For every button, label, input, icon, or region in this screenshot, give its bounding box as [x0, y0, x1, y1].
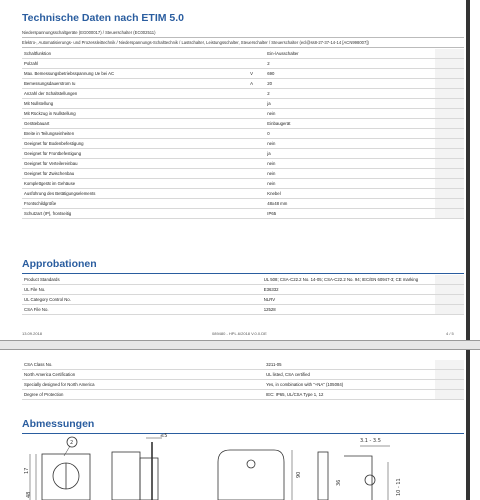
spec-label: UL Category Control No. — [22, 295, 235, 305]
spec-label: Schutzart (IP), frontseitig — [22, 209, 238, 219]
spec-unit — [238, 99, 265, 109]
spec-row — [22, 99, 464, 109]
spec-value: Einbaugerät — [265, 119, 435, 129]
housing-outline — [218, 450, 284, 500]
spec-unit — [235, 285, 262, 295]
spec-margin — [435, 169, 464, 179]
spec-value: nein — [265, 169, 435, 179]
spec-unit — [238, 59, 265, 69]
spec-unit — [237, 390, 264, 400]
spec-value: IEC: IP65, UL/CSA Type 1, 12 — [264, 390, 435, 400]
spec-margin — [435, 149, 464, 159]
spec-margin — [435, 99, 464, 109]
spec-value: 12528 — [262, 305, 435, 315]
spec-unit — [238, 109, 265, 119]
spec-value: Ein-/Ausschalter — [265, 49, 435, 59]
dim-36: 36 — [336, 479, 342, 486]
footer-document-id: 089480 - HPL.6/2018 V.0.0.DE — [212, 331, 267, 336]
spec-value: UL 508; CSA-C22.2 No. 14-05; CSA-C22.2 No. 94; IEC/EN 60947-3; CE marking — [262, 275, 435, 285]
spec-label: Anzahl der Schaltstellungen — [22, 89, 238, 99]
spec-value: 0 — [265, 129, 435, 139]
spec-value: UL listed, CSA certified — [264, 370, 435, 380]
spec-row — [22, 285, 464, 295]
spec-row — [22, 199, 464, 209]
spec-label: Geeignet für Frontbefestigung — [22, 149, 238, 159]
dim-17: 17 — [24, 467, 30, 474]
spec-margin — [435, 49, 464, 59]
etim-class-line: Niederspannungsschaltgeräte (EG000017) / Steuerschalter (EC002511) — [22, 30, 156, 35]
spec-row — [22, 159, 464, 169]
spec-margin — [435, 189, 464, 199]
spec-margin — [435, 380, 464, 390]
spec-label: Max. Bemessungsbetriebsspannung Ue bei AC — [22, 69, 238, 79]
spec-value: nein — [265, 109, 435, 119]
spec-row — [22, 109, 464, 119]
spec-value: 3211-05 — [264, 360, 435, 370]
dim-48: 48 — [26, 491, 32, 498]
dim-90: 90 — [296, 471, 302, 478]
spec-label: Breite in Teilungseinheiten — [22, 129, 238, 139]
approbationen-title: Approbationen — [22, 258, 97, 270]
spec-label: UL File No. — [22, 285, 235, 295]
spec-margin — [435, 59, 464, 69]
spec-row — [22, 139, 464, 149]
spec-unit — [238, 139, 265, 149]
spec-label: Mit Rückzug in Nullstellung — [22, 109, 238, 119]
dim-5: ≤5 — [160, 433, 168, 439]
spec-margin — [435, 79, 464, 89]
spec-margin — [435, 199, 464, 209]
spec-row — [22, 169, 464, 179]
spec-unit — [238, 209, 265, 219]
spec-margin — [435, 390, 464, 400]
dim-3-1-3-5: 3.1 - 3.5 — [360, 438, 381, 444]
spec-row — [22, 119, 464, 129]
spec-unit — [238, 169, 265, 179]
etim-title: Technische Daten nach ETIM 5.0 — [22, 12, 185, 24]
spec-value: 2 — [265, 89, 435, 99]
spec-value: 690 — [265, 69, 435, 79]
spec-value: Knebel — [265, 189, 435, 199]
spec-value: ja — [265, 149, 435, 159]
page-separator — [0, 340, 480, 350]
spec-row — [22, 275, 464, 285]
spec-unit — [238, 159, 265, 169]
spec-label: Gerätebauart — [22, 119, 238, 129]
spec-row — [22, 59, 464, 69]
callout-label: 2 — [70, 440, 74, 446]
spec-row — [22, 390, 464, 400]
spec-label: North America Certification — [22, 370, 237, 380]
spec-unit — [237, 370, 264, 380]
spec-row — [22, 79, 464, 89]
spec-label: Polzahl — [22, 59, 238, 69]
spec-label: CSA File No. — [22, 305, 235, 315]
spec-margin — [435, 295, 464, 305]
spec-value: ja — [265, 99, 435, 109]
footer-page-number: 4 / 5 — [446, 331, 454, 336]
spec-unit: V — [238, 69, 265, 79]
dimension-drawing — [22, 432, 462, 500]
spec-label: Degree of Protection — [22, 390, 237, 400]
spec-label: Mit Nullstellung — [22, 99, 238, 109]
spec-value: E36332 — [262, 285, 435, 295]
spec-label: Ausführung des Betätigungselements — [22, 189, 238, 199]
spec-margin — [435, 89, 464, 99]
page-edge — [466, 0, 470, 340]
title-underline — [22, 273, 464, 274]
spec-unit — [235, 295, 262, 305]
divider — [22, 47, 464, 48]
spec-label: Geeignet für Verteilereinbau — [22, 159, 238, 169]
spec-label: Geeignet für Bodenbefestigung — [22, 139, 238, 149]
spec-margin — [435, 69, 464, 79]
spec-row — [22, 179, 464, 189]
spec-margin — [435, 179, 464, 189]
spec-label: Schaltfunktion — [22, 49, 238, 59]
spec-row — [22, 295, 464, 305]
abmessungen-title: Abmessungen — [22, 418, 95, 430]
dim-10-11: 10 - 11 — [396, 478, 402, 496]
spec-value: nein — [265, 179, 435, 189]
spec-value: 20 — [265, 79, 435, 89]
spec-row — [22, 149, 464, 159]
spec-row — [22, 380, 464, 390]
spec-value: IP65 — [265, 209, 435, 219]
spec-unit — [238, 189, 265, 199]
spec-margin — [435, 360, 464, 370]
spec-row — [22, 305, 464, 315]
spec-margin — [435, 139, 464, 149]
spec-label: Komplettgerät im Gehäuse — [22, 179, 238, 189]
spec-unit — [238, 129, 265, 139]
spec-margin — [435, 159, 464, 169]
spec-margin — [435, 119, 464, 129]
spec-value: NLRV — [262, 295, 435, 305]
spec-label: Bemessungsdauerstrom Iu — [22, 79, 238, 89]
spec-row — [22, 69, 464, 79]
spec-unit — [238, 49, 265, 59]
spec-margin — [435, 370, 464, 380]
spec-unit — [238, 119, 265, 129]
spec-row — [22, 189, 464, 199]
divider — [22, 37, 464, 38]
spec-value: Yes, in combination with "+NA" (105084) — [264, 380, 435, 390]
spec-margin — [435, 109, 464, 119]
spec-value: nein — [265, 159, 435, 169]
spec-unit — [237, 360, 264, 370]
spec-unit: A — [238, 79, 265, 89]
spec-unit — [238, 89, 265, 99]
spec-row — [22, 370, 464, 380]
spec-label: Specially designed for North America — [22, 380, 237, 390]
spec-unit — [237, 380, 264, 390]
spec-unit — [238, 199, 265, 209]
spec-value: 2 — [265, 59, 435, 69]
spec-row — [22, 89, 464, 99]
approvals-continued-table — [22, 360, 464, 400]
spec-label: Geeignet für Zwischenbau — [22, 169, 238, 179]
spec-unit — [238, 179, 265, 189]
spec-row — [22, 209, 464, 219]
spec-margin — [435, 285, 464, 295]
etim-classification-path: Elektro-, Automatisierungs- und Prozessleittechnik / Niederspannungs-Schalttechnik / Lastschalter, Leistungsschalter, Steuerschalter / Steuerschalter (ecl@ss8-27-37-14-14 [ACN998007]) — [22, 40, 369, 45]
footer-date: 13.09.2018 — [22, 331, 43, 336]
spec-row — [22, 49, 464, 59]
spec-label: CSA Class No. — [22, 360, 237, 370]
spec-unit — [235, 305, 262, 315]
spec-margin — [435, 305, 464, 315]
spec-margin — [435, 275, 464, 285]
etim-spec-table — [22, 49, 464, 219]
spec-unit — [238, 149, 265, 159]
spec-row — [22, 360, 464, 370]
spec-label: Product Standards — [22, 275, 235, 285]
approbationen-table — [22, 275, 464, 315]
spec-margin — [435, 129, 464, 139]
spec-unit — [235, 275, 262, 285]
spec-row — [22, 129, 464, 139]
spec-label: Frontschildgröße — [22, 199, 238, 209]
spec-value: 48x48 mm — [265, 199, 435, 209]
page-edge — [466, 350, 470, 500]
spec-margin — [435, 209, 464, 219]
spec-value: nein — [265, 139, 435, 149]
